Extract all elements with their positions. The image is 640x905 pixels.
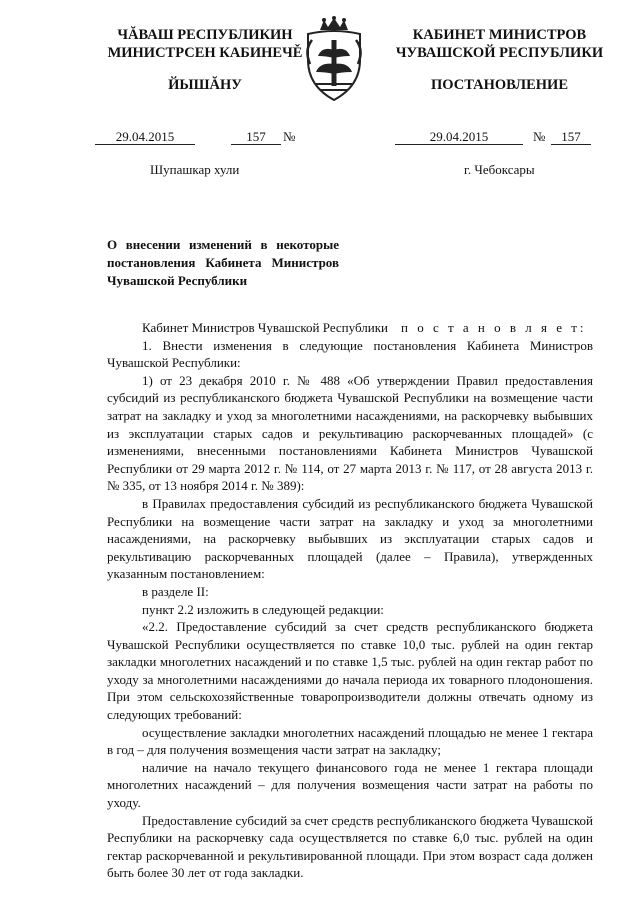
body-paragraph-4: в разделе II: bbox=[142, 583, 209, 599]
right-date: 29.04.2015 bbox=[395, 130, 523, 145]
body-paragraph-6: «2.2. Предоставление субсидий за счет средств республиканского бюджета Чувашской Республики осуществляется по ставке 10,0 тыс. рублей на один гектар закладки многолетних насаждений и по ставке 1,5 тыс. рублей на один гектар работ по уходу за многолетними насаждениями до начала периода их товарного плодоношения. При этом сельскохозяйственные товаропроизводители должны отвечать одному из следующих требований: bbox=[107, 619, 593, 723]
body-paragraph-9: Предоставление субсидий за счет средств республиканского бюджета Чувашской Республики на раскорчевку сада осуществляется по ставке 6,0 тыс. рублей на один гектар раскорчеванной и рекультивированной площади. При этом возраст сада должен быть более 30 лет от года закладки. bbox=[107, 812, 593, 881]
header-left-doc-type: ЙЫШĂНУ bbox=[168, 77, 242, 93]
right-city: г. Чебоксары bbox=[464, 162, 535, 177]
document-title: О внесении изменений в некоторые постановления Кабинета Министров Чувашской Республики bbox=[107, 237, 339, 288]
body-paragraph-2: 1) от 23 декабря 2010 г. № 488 «Об утверждении Правил предоставления субсидий из республиканского бюджета Чувашской Республики на возмещение части затрат на закладку и уход за многолетними насаждениями, на раскорчевку выбывших из эксплуатации старых садов и рекультивацию раскорчеванных площадей» (с изменениями, внесенными постановлениями Кабинета Министров Чувашской Республики от 29 марта 2012 г. № 114, от 27 марта 2013 г. № 117, от 28 августа 2013 г. № 335, от 13 ноября 2014 г. № 389): bbox=[107, 372, 593, 494]
right-number-sign: № bbox=[533, 129, 546, 144]
body-paragraph-8: наличие на начало текущего финансового года не менее 1 гектара площади многолетних насаждений – для получения возмещения части затрат на работы по уходу. bbox=[107, 759, 593, 811]
header-left-line2: МИНИСТРСЕН КАБИНЕЧĚ bbox=[107, 45, 303, 61]
body-paragraph-7: осуществление закладки многолетних насаждений площадью не менее 1 гектара в год – для получения возмещения части затрат на закладку; bbox=[107, 724, 593, 758]
body-intro-verb: п о с т а н о в л я е т: bbox=[400, 320, 587, 335]
body-intro-text: Кабинет Министров Чувашской Республики bbox=[142, 320, 388, 335]
body-intro bbox=[107, 319, 593, 337]
coat-of-arms-emblem bbox=[298, 16, 370, 104]
header-left-block bbox=[95, 26, 315, 94]
body-paragraph-5: пункт 2.2 изложить в следующей редакции: bbox=[142, 601, 384, 617]
header-right-line2: ЧУВАШСКОЙ РЕСПУБЛИКИ bbox=[395, 45, 604, 61]
left-number: 157 bbox=[231, 130, 281, 145]
left-number-sign: № bbox=[283, 129, 296, 144]
document-body bbox=[107, 319, 593, 882]
left-date: 29.04.2015 bbox=[95, 130, 195, 145]
left-city: Шупашкар хули bbox=[150, 162, 240, 177]
right-number: 157 bbox=[551, 130, 591, 145]
header-right-line1: КАБИНЕТ МИНИСТРОВ bbox=[412, 27, 587, 43]
body-paragraph-3: в Правилах предоставления субсидий из республиканского бюджета Чувашской Республики на возмещение части затрат на закладку и уход за многолетними насаждениями, на раскорчевку выбывших из эксплуатации старых садов и рекультивацию раскорчеванных площадей (далее – Правила), утвержденных указанным постановлением: bbox=[107, 495, 593, 582]
header-left-line1: ЧĂВАШ РЕСПУБЛИКИН bbox=[117, 27, 293, 43]
header-right-doc-type: ПОСТАНОВЛЕНИЕ bbox=[430, 77, 568, 93]
header-right-block bbox=[392, 26, 607, 94]
emblem-icon bbox=[298, 16, 370, 104]
body-paragraph-1: 1. Внести изменения в следующие постановления Кабинета Министров Чувашской Республики: bbox=[107, 337, 593, 371]
